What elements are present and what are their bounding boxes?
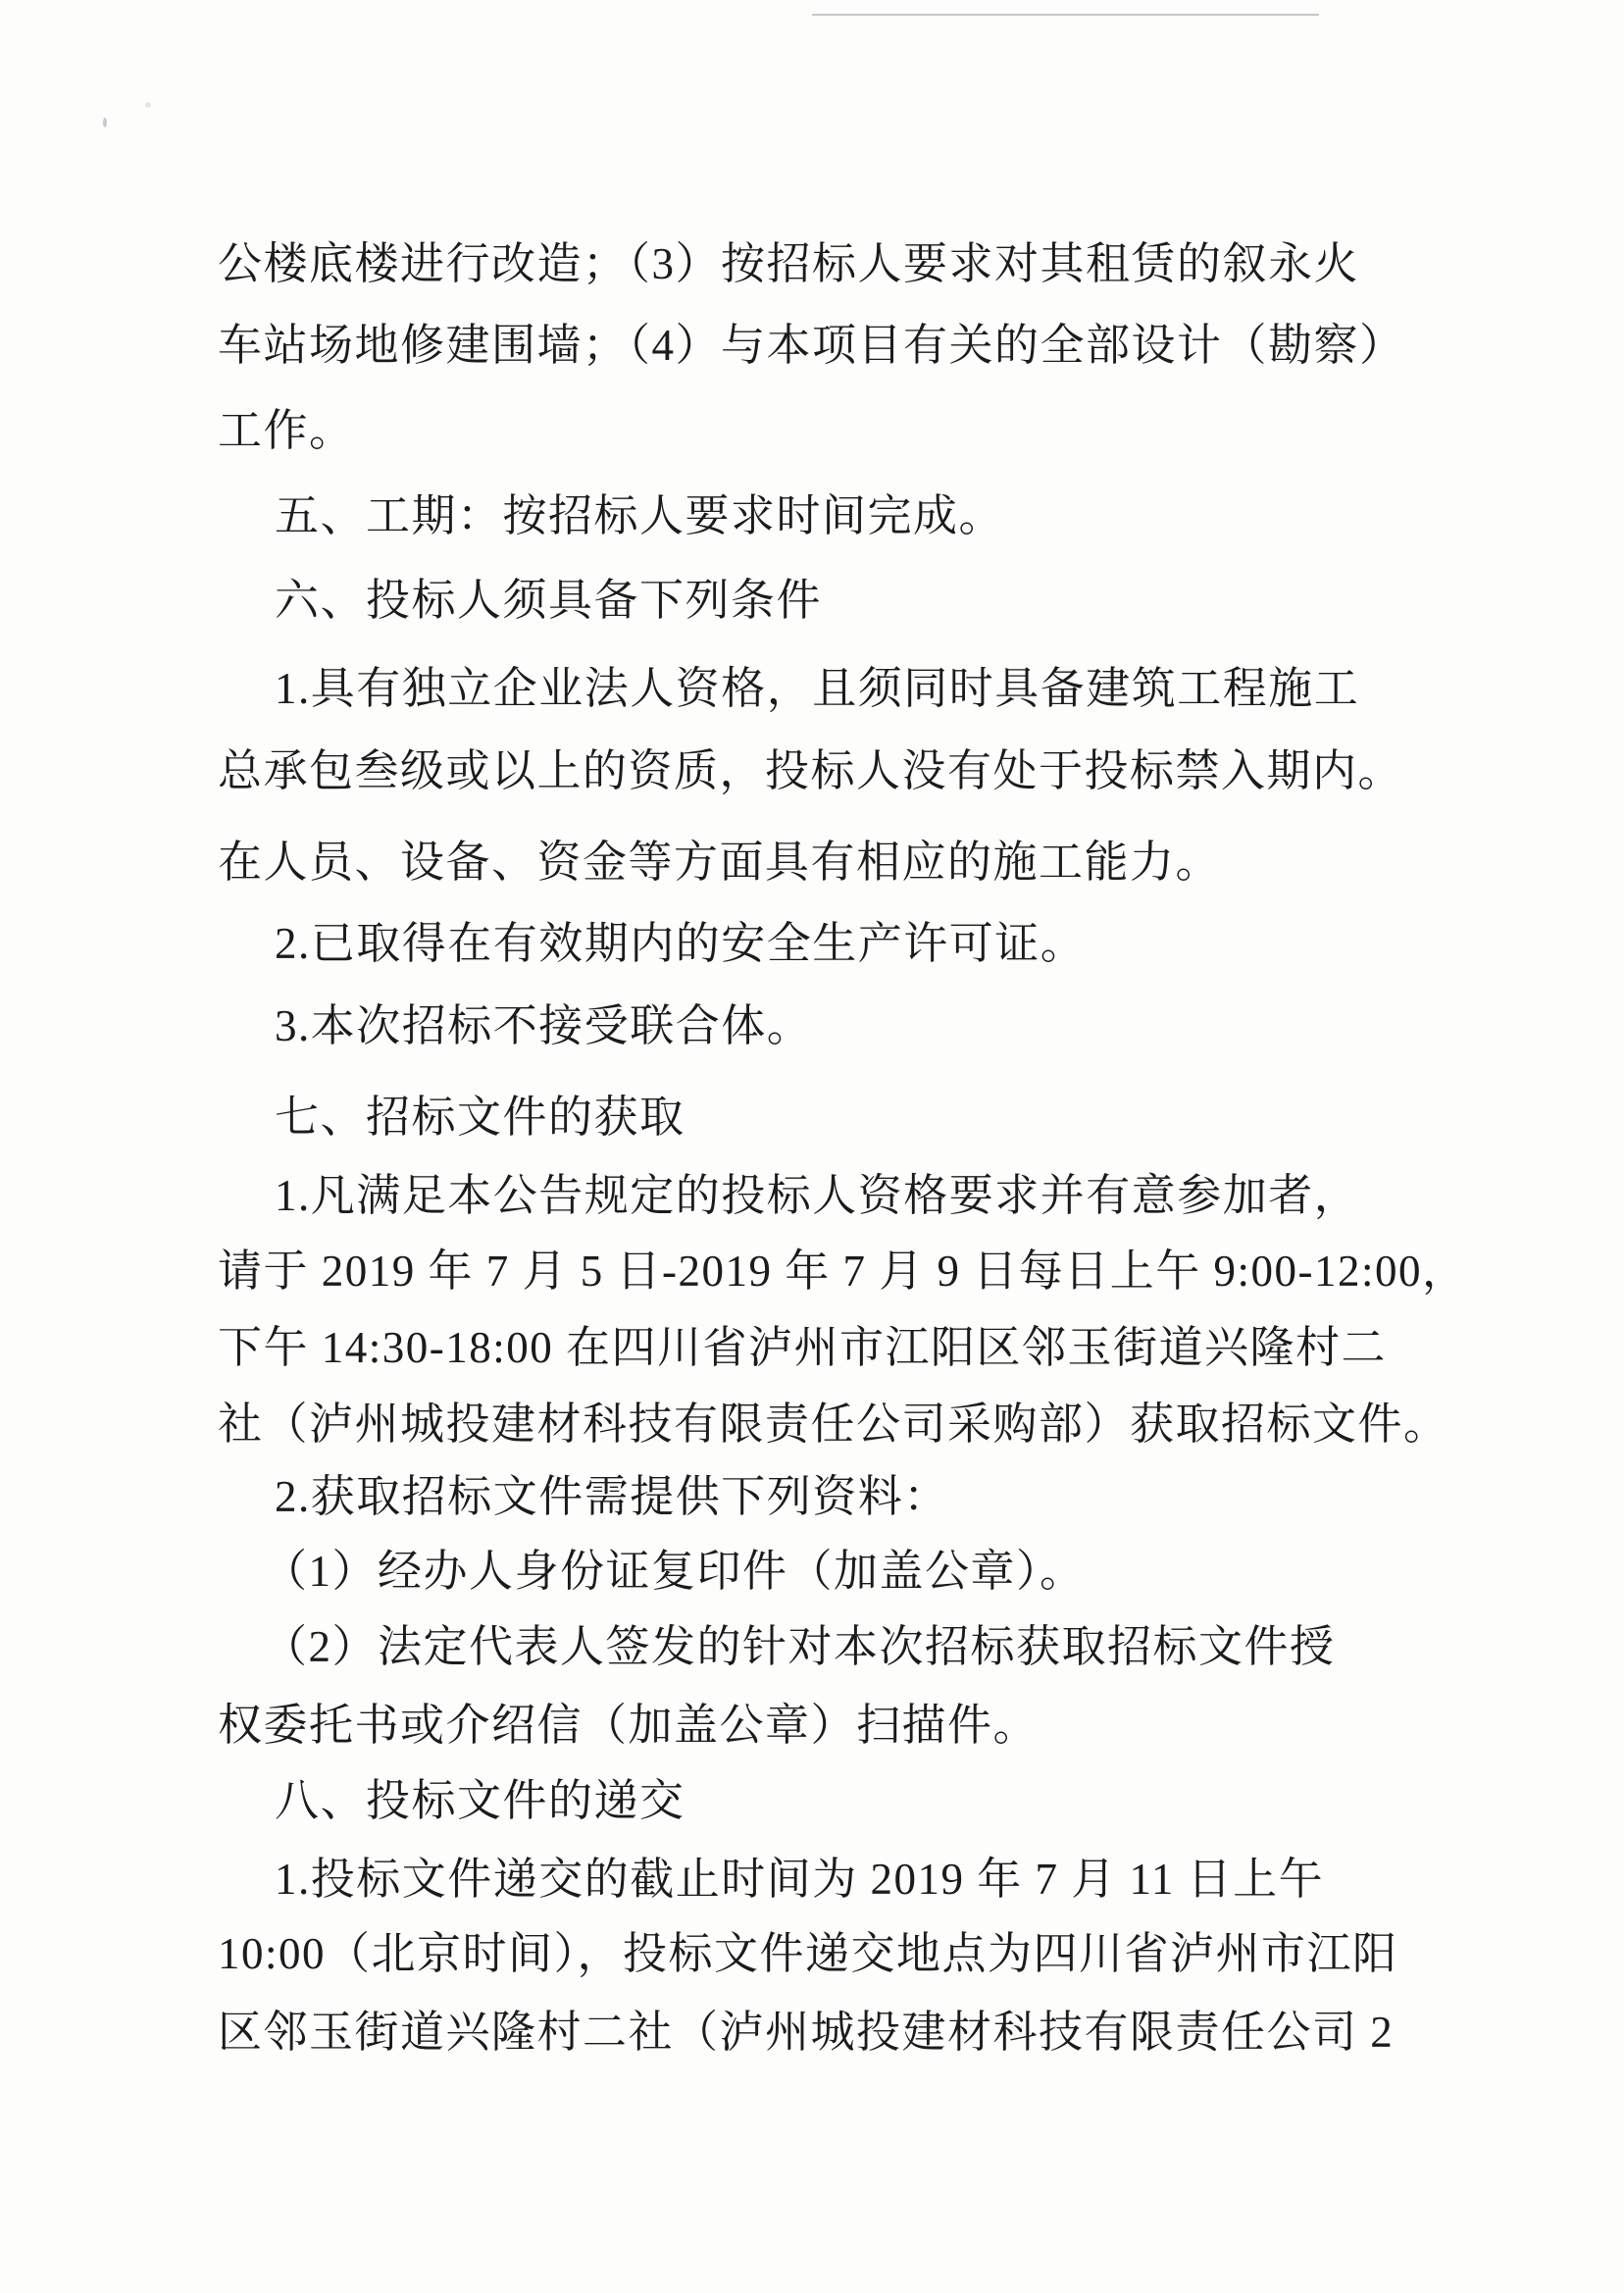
- text-line: 车站场地修建围墙；（4）与本项目有关的全部设计（勘察）: [218, 321, 1405, 370]
- scan-speck: [145, 102, 151, 108]
- text-line: 1.投标文件递交的截止时间为 2019 年 7 月 11 日上午: [275, 1855, 1325, 1904]
- text-line: 1.具有独立企业法人资格，且须同时具备建筑工程施工: [275, 664, 1360, 713]
- text-line: 10:00（北京时间），投标文件递交地点为四川省泸州市江阳: [218, 1929, 1398, 1978]
- text-line-section-7: 七、招标文件的获取: [275, 1093, 685, 1142]
- text-line: （1）经办人身份证复印件（加盖公章）。: [263, 1547, 1086, 1596]
- text-line: 下午 14:30-18:00 在四川省泸州市江阳区邻玉街道兴隆村二: [218, 1323, 1387, 1372]
- text-line: 2.已取得在有效期内的安全生产许可证。: [275, 919, 1087, 968]
- text-line: 工作。: [218, 406, 355, 455]
- text-line: 权委托书或介绍信（加盖公章）扫描件。: [218, 1701, 1040, 1750]
- text-line: 请于 2019 年 7 月 5 日-2019 年 7 月 9 日每日上午 9:00-12:00，: [218, 1247, 1468, 1296]
- text-line: 总承包叁级或以上的资质，投标人没有处于投标禁入期内。: [218, 746, 1404, 795]
- text-line: 区邻玉街道兴隆村二社（泸州城投建材科技有限责任公司 2: [218, 2008, 1395, 2057]
- text-line-section-5: 五、工期：按招标人要求时间完成。: [275, 491, 1005, 540]
- text-line-section-6: 六、投标人须具备下列条件: [275, 576, 823, 625]
- scan-speck: [103, 118, 107, 127]
- scan-artifact-line: [812, 14, 1319, 16]
- text-line: 社（泸州城投建材科技有限责任公司采购部）获取招标文件。: [218, 1400, 1449, 1449]
- text-line-section-8: 八、投标文件的递交: [275, 1776, 685, 1825]
- text-line: 1.凡满足本公告规定的投标人资格要求并有意参加者，: [275, 1171, 1360, 1220]
- text-line: 3.本次招标不接受联合体。: [275, 1001, 813, 1050]
- text-line: 在人员、设备、资金等方面具有相应的施工能力。: [218, 838, 1222, 887]
- text-line: （2）法定代表人签发的针对本次招标获取招标文件授: [263, 1622, 1336, 1671]
- text-line: 2.获取招标文件需提供下列资料：: [275, 1472, 949, 1521]
- text-line: 公楼底楼进行改造；（3）按招标人要求对其租赁的叙永火: [218, 239, 1360, 288]
